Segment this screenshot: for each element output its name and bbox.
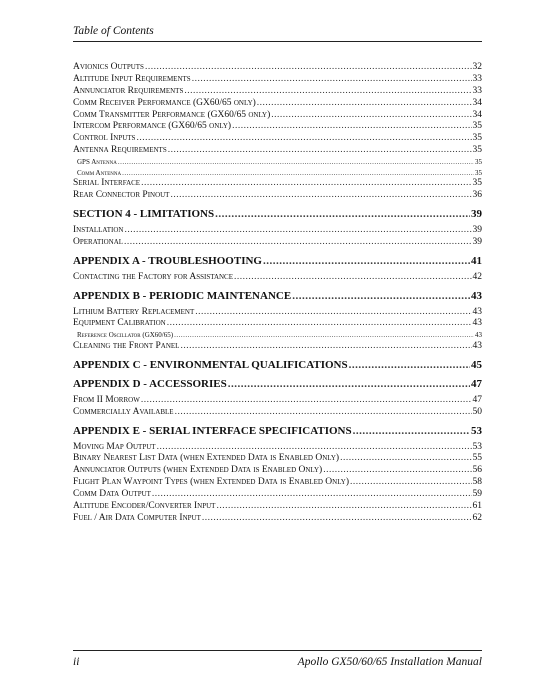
toc-entry[interactable]: [73, 121, 482, 133]
toc-entry-page: 39: [471, 207, 482, 220]
toc-section[interactable]: [73, 358, 482, 372]
toc-entry[interactable]: [73, 145, 482, 157]
toc-entry-title: Comm Antenna: [77, 168, 122, 177]
footer-manual-title: Apollo GX50/60/65 Installation Manual: [297, 656, 482, 668]
toc-entry[interactable]: [73, 442, 482, 454]
footer-page-number: ii: [73, 656, 80, 668]
dot-leader: [141, 178, 471, 189]
toc-entry-title: Control Inputs: [73, 133, 136, 144]
dot-leader: [180, 341, 471, 352]
toc-entry[interactable]: [73, 86, 482, 98]
toc-entry[interactable]: [73, 501, 482, 513]
dot-leader: [175, 407, 472, 418]
dot-leader: [232, 121, 471, 132]
toc-entry-page: 61: [472, 500, 482, 511]
toc-entry-title: Comm Receiver Performance (GX60/65 only): [73, 97, 256, 108]
dot-leader: [257, 98, 472, 109]
toc-entry-title: Flight Plan Waypoint Types (when Extended Data is Enabled Only): [73, 477, 349, 488]
toc-entry-page: 36: [472, 190, 482, 201]
toc-entry-page: 35: [472, 121, 482, 132]
dot-leader: [271, 110, 471, 121]
toc-entry-title: APPENDIX C - ENVIRONMENTAL QUALIFICATIONS: [73, 358, 348, 371]
toc-entry-page: 32: [472, 62, 482, 72]
dot-leader: [152, 489, 472, 500]
toc-entry-page: 43: [471, 289, 482, 302]
toc-entry[interactable]: [73, 133, 482, 145]
toc-section[interactable]: [73, 207, 482, 221]
toc-section[interactable]: [73, 254, 482, 268]
toc-entry-title: Altitude Input Requirements: [73, 73, 191, 84]
toc-subentry[interactable]: [73, 330, 482, 341]
dot-leader: [141, 395, 472, 406]
toc-entry-title: Rear Connector Pinout: [73, 190, 170, 201]
toc-entry[interactable]: [73, 237, 482, 249]
dot-leader: [202, 513, 472, 524]
dot-leader: [170, 190, 471, 201]
toc-entry-title: Annunciator Outputs (when Extended Data is Enabled Only): [73, 465, 323, 476]
toc-entry-title: Antenna Requirements: [73, 145, 167, 156]
toc-entry[interactable]: [73, 465, 482, 477]
dot-leader: [145, 62, 472, 73]
toc-entry-page: 41: [471, 254, 482, 267]
page-header-title: Table of Contents: [73, 25, 154, 37]
toc-entry-title: Serial Interface: [73, 178, 141, 189]
toc-entry-page: 43: [472, 340, 482, 351]
dot-leader: [195, 307, 471, 318]
toc-entry-page: 39: [472, 236, 482, 247]
toc-entry-title: SECTION 4 - LIMITATIONS: [73, 207, 215, 220]
toc-entry-title: Cleaning the Front Panel: [73, 340, 180, 351]
toc-entry-page: 45: [471, 358, 482, 371]
toc-entry-page: 43: [475, 331, 482, 340]
dot-leader: [228, 377, 470, 391]
dot-leader: [124, 225, 471, 236]
toc-entry-title: Lithium Battery Replacement: [73, 306, 195, 317]
dot-leader: [168, 145, 472, 156]
toc-entry-title: Comm Data Output: [73, 489, 151, 500]
toc-entry-title: Installation: [73, 224, 124, 235]
toc-subentry[interactable]: [73, 157, 482, 168]
toc-entry-title: Annunciator Requirements: [73, 85, 184, 96]
toc-entry-page: 55: [472, 453, 482, 464]
toc-entry[interactable]: [73, 98, 482, 110]
toc-entry[interactable]: [73, 178, 482, 190]
toc-entry[interactable]: [73, 395, 482, 407]
toc-entry-page: 58: [472, 477, 482, 488]
toc-entry-title: APPENDIX B - PERIODIC MAINTENANCE: [73, 289, 292, 302]
toc-section[interactable]: [73, 289, 482, 303]
dot-leader: [167, 318, 472, 329]
dot-leader: [292, 289, 470, 303]
toc-entry[interactable]: [73, 453, 482, 465]
toc-entry-page: 34: [472, 109, 482, 120]
toc-entry-title: Binary Nearest List Data (when Extended Data is Enabled Only): [73, 453, 340, 464]
dot-leader: [263, 254, 470, 268]
toc-entry-page: 47: [471, 377, 482, 390]
toc-entry[interactable]: [73, 190, 482, 202]
dot-leader: [136, 133, 471, 144]
toc-entry-title: GPS Antenna: [77, 158, 117, 167]
toc-entry[interactable]: [73, 513, 482, 525]
toc-entry-title: Reference Oscillator (GX60/65): [77, 331, 174, 340]
toc-entry-page: 59: [472, 489, 482, 500]
toc-entry[interactable]: [73, 341, 482, 353]
dot-leader: [118, 157, 474, 168]
toc-entry[interactable]: [73, 272, 482, 284]
toc-entry-title: Equipment Calibration: [73, 318, 166, 329]
toc-section[interactable]: [73, 377, 482, 391]
toc-subentry[interactable]: [73, 168, 482, 179]
toc-entry[interactable]: [73, 74, 482, 86]
toc-entry-page: 43: [472, 306, 482, 317]
toc-entry-page: 35: [475, 168, 482, 177]
toc-entry-title: APPENDIX D - ACCESSORIES: [73, 377, 227, 390]
toc-entry-page: 39: [472, 224, 482, 235]
toc-entry-title: Moving Map Output: [73, 441, 156, 452]
toc-entry-title: Comm Transmitter Performance (GX60/65 only): [73, 109, 271, 120]
toc-section[interactable]: [73, 424, 482, 438]
toc-entry-page: 33: [472, 85, 482, 96]
dot-leader: [124, 237, 471, 248]
dot-leader: [157, 442, 472, 453]
dot-leader: [349, 358, 470, 372]
dot-leader: [340, 453, 471, 464]
toc-entry-page: 33: [472, 73, 482, 84]
toc-entry-title: Operational: [73, 236, 124, 247]
dot-leader: [192, 74, 472, 85]
toc-entry-page: 47: [472, 394, 482, 405]
toc-entry-page: 35: [472, 145, 482, 156]
toc-entry[interactable]: [73, 477, 482, 489]
dot-leader: [216, 501, 471, 512]
toc-entry[interactable]: [73, 225, 482, 237]
toc-entry[interactable]: [73, 307, 482, 319]
table-of-contents: [73, 62, 482, 525]
dot-leader: [122, 168, 474, 179]
toc-entry-title: Commercially Available: [73, 406, 174, 417]
toc-entry-page: 53: [472, 441, 482, 452]
toc-entry-title: Fuel / Air Data Computer Input: [73, 512, 201, 523]
toc-entry-title: Avionics Outputs: [73, 62, 144, 72]
dot-leader: [174, 330, 474, 341]
toc-entry-page: 35: [472, 178, 482, 189]
toc-entry-page: 42: [472, 271, 482, 282]
toc-entry[interactable]: [73, 110, 482, 122]
dot-leader: [184, 86, 471, 97]
toc-entry-title: From II Morrow: [73, 394, 140, 405]
header-rule: [73, 41, 482, 42]
toc-entry-title: Intercom Performance (GX60/65 only): [73, 121, 232, 132]
toc-entry-title: APPENDIX A - TROUBLESHOOTING: [73, 254, 262, 267]
dot-leader: [234, 272, 472, 283]
toc-entry-title: Altitude Encoder/Converter Input: [73, 500, 216, 511]
toc-entry-page: 56: [472, 465, 482, 476]
toc-entry-page: 34: [472, 97, 482, 108]
toc-entry[interactable]: [73, 489, 482, 501]
toc-entry-page: 43: [472, 318, 482, 329]
toc-entry-title: APPENDIX E - SERIAL INTERFACE SPECIFICATIONS: [73, 424, 352, 437]
toc-entry-page: 35: [472, 133, 482, 144]
toc-entry[interactable]: [73, 407, 482, 419]
toc-entry-page: 53: [471, 424, 482, 437]
toc-entry[interactable]: [73, 318, 482, 330]
toc-entry-page: 50: [472, 406, 482, 417]
toc-entry-page: 35: [475, 158, 482, 167]
dot-leader: [350, 477, 472, 488]
dot-leader: [323, 465, 471, 476]
toc-entry-title: Contacting the Factory for Assistance: [73, 271, 233, 282]
toc-entry[interactable]: [73, 62, 482, 74]
dot-leader: [353, 424, 470, 438]
dot-leader: [215, 207, 470, 221]
footer-rule: [73, 650, 482, 651]
toc-entry-page: 62: [472, 512, 482, 523]
